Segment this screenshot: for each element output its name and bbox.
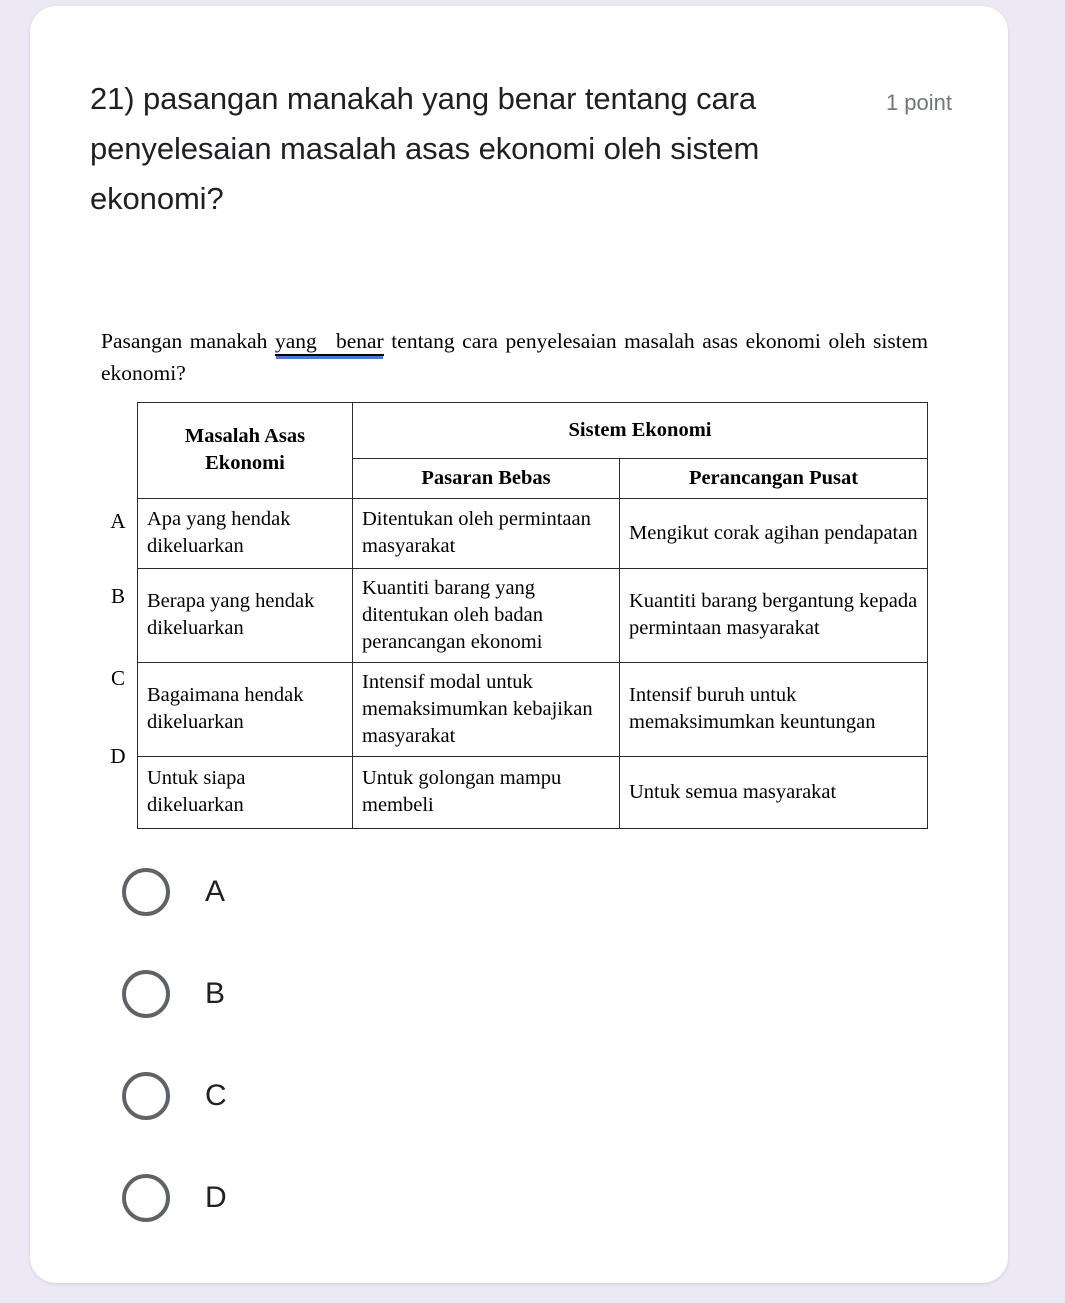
prompt-segment-before: Pasangan manakah	[101, 329, 275, 353]
radio-button-icon-b[interactable]	[122, 970, 170, 1018]
cell-perancangan-pusat-a: Mengikut corak agihan pendapatan	[620, 498, 928, 568]
cell-masalah-b: Berapa yang hendak dikeluarkan	[138, 568, 353, 662]
radio-button-icon-a[interactable]	[122, 868, 170, 916]
prompt-highlight-word-1: yang	[274, 329, 317, 353]
header-masalah-asas-ekonomi: Masalah Asas Ekonomi	[138, 402, 353, 498]
cell-pasaran-bebas-d: Untuk golongan mampu membeli	[353, 756, 620, 828]
table-head	[138, 402, 928, 498]
cell-perancangan-pusat-d: Untuk semua masyarakat	[620, 756, 928, 828]
question-header	[90, 74, 954, 225]
option-row-c[interactable]	[122, 1045, 622, 1147]
image-prompt-text	[90, 326, 928, 390]
option-label-a: A	[205, 875, 226, 908]
prompt-highlight-word-2: benar	[335, 329, 384, 353]
header-perancangan-pusat: Perancangan Pusat	[620, 458, 928, 498]
cell-masalah-a: Apa yang hendak dikeluarkan	[138, 498, 353, 568]
cell-pasaran-bebas-b: Kuantiti barang yang ditentukan oleh badan perancangan ekonomi	[353, 568, 620, 662]
table-wrapper	[101, 402, 939, 827]
radio-button-icon-d[interactable]	[122, 1174, 170, 1222]
option-label-c: C	[205, 1079, 227, 1112]
option-label-d: D	[205, 1181, 227, 1214]
row-letter-d: D	[110, 744, 126, 769]
cell-masalah-c: Bagaimana hendak dikeluarkan	[138, 662, 353, 756]
row-letter-c: C	[110, 665, 125, 690]
table-body	[138, 498, 928, 828]
cell-perancangan-pusat-b: Kuantiti barang bergantung kepada permintaan masyarakat	[620, 568, 928, 662]
row-letter-b: B	[110, 583, 125, 608]
prompt-highlight	[275, 329, 384, 356]
points-badge: 1 point	[885, 90, 952, 115]
cell-perancangan-pusat-c: Intensif buruh untuk memaksimumkan keuntungan	[620, 662, 928, 756]
economic-systems-table	[137, 402, 928, 829]
table-row	[138, 498, 928, 568]
option-row-a[interactable]	[122, 841, 622, 943]
cell-pasaran-bebas-c: Intensif modal untuk memaksimumkan kebajikan masyarakat	[353, 662, 620, 756]
header-sistem-ekonomi: Sistem Ekonomi	[353, 402, 928, 458]
cell-pasaran-bebas-a: Ditentukan oleh permintaan masyarakat	[353, 498, 620, 568]
option-label-b: B	[205, 977, 226, 1010]
row-letter-a: A	[110, 509, 126, 534]
question-card	[30, 6, 1008, 1283]
answer-options-list	[122, 841, 622, 1249]
question-attached-image	[90, 326, 978, 827]
option-row-b[interactable]	[122, 943, 622, 1045]
page-title: 21) pasangan manakah yang benar tentang cara penyelesaian masalah asas ekonomi oleh sistem ekonomi?	[90, 81, 760, 217]
cell-masalah-d: Untuk siapa dikeluarkan	[138, 756, 353, 828]
radio-button-icon-c[interactable]	[122, 1072, 170, 1120]
table-row	[138, 756, 928, 828]
option-row-d[interactable]	[122, 1147, 622, 1249]
prompt-highlight-gap	[317, 329, 336, 353]
table-row	[138, 662, 928, 756]
row-letter-column	[101, 487, 135, 793]
header-pasaran-bebas: Pasaran Bebas	[353, 458, 620, 498]
table-row	[138, 568, 928, 662]
prompt-segment-after: tentang cara penyelesaian masalah asas ekonomi oleh sistem ekonomi?	[101, 329, 928, 385]
table-header-row-1	[138, 402, 928, 458]
